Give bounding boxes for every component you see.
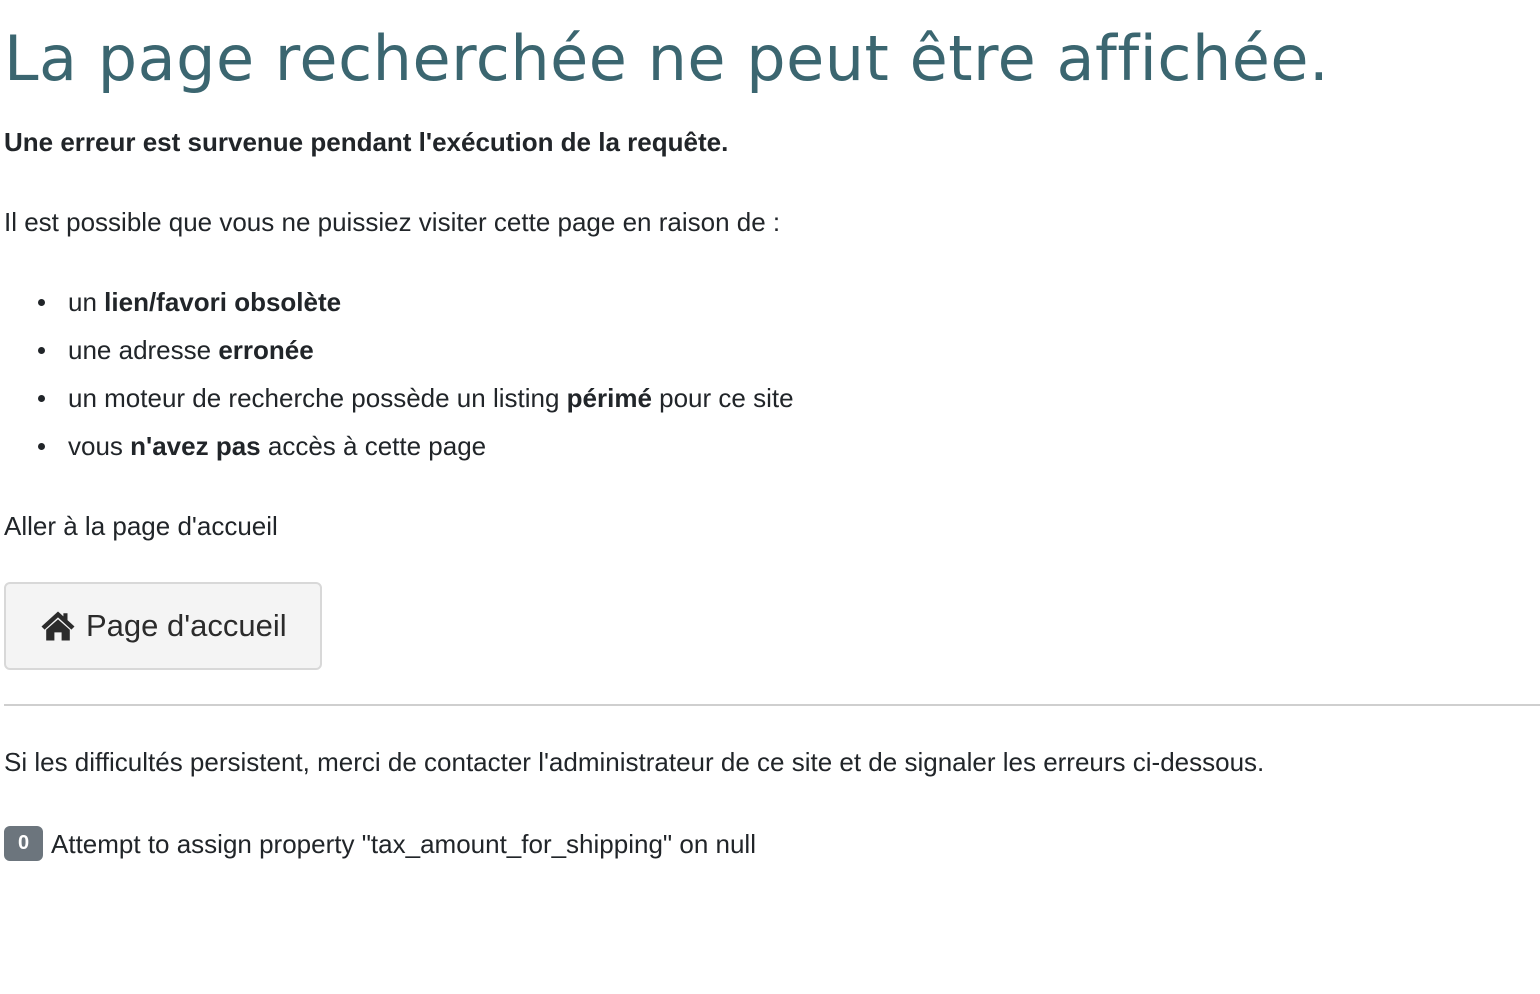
error-summary: Une erreur est survenue pendant l'exécution de la requête.: [4, 127, 729, 157]
divider: [4, 704, 1540, 706]
list-item: vous n'avez pas accès à cette page: [68, 430, 794, 478]
home-button[interactable]: [4, 582, 322, 670]
home-icon: [40, 610, 76, 642]
home-prompt: Aller à la page d'accueil: [4, 511, 278, 541]
page-title: La page recherchée ne peut être affichée.: [4, 22, 1330, 95]
list-item: une adresse erronée: [68, 334, 794, 382]
list-item: un moteur de recherche possède un listing périmé pour ce site: [68, 382, 794, 430]
error-message: Attempt to assign property "tax_amount_for_shipping" on null: [51, 828, 756, 859]
list-item: un lien/favori obsolète: [68, 286, 794, 334]
error-intro: Il est possible que vous ne puissiez visiter cette page en raison de :: [4, 207, 781, 237]
error-code-badge: 0: [4, 826, 43, 861]
home-button-label: Page d'accueil: [86, 608, 287, 643]
error-detail: [4, 826, 756, 861]
contact-notice: Si les difficultés persistent, merci de contacter l'administrateur de ce site et de signaler les erreurs ci-dessous.: [4, 747, 1265, 777]
reasons-list: [4, 286, 794, 478]
